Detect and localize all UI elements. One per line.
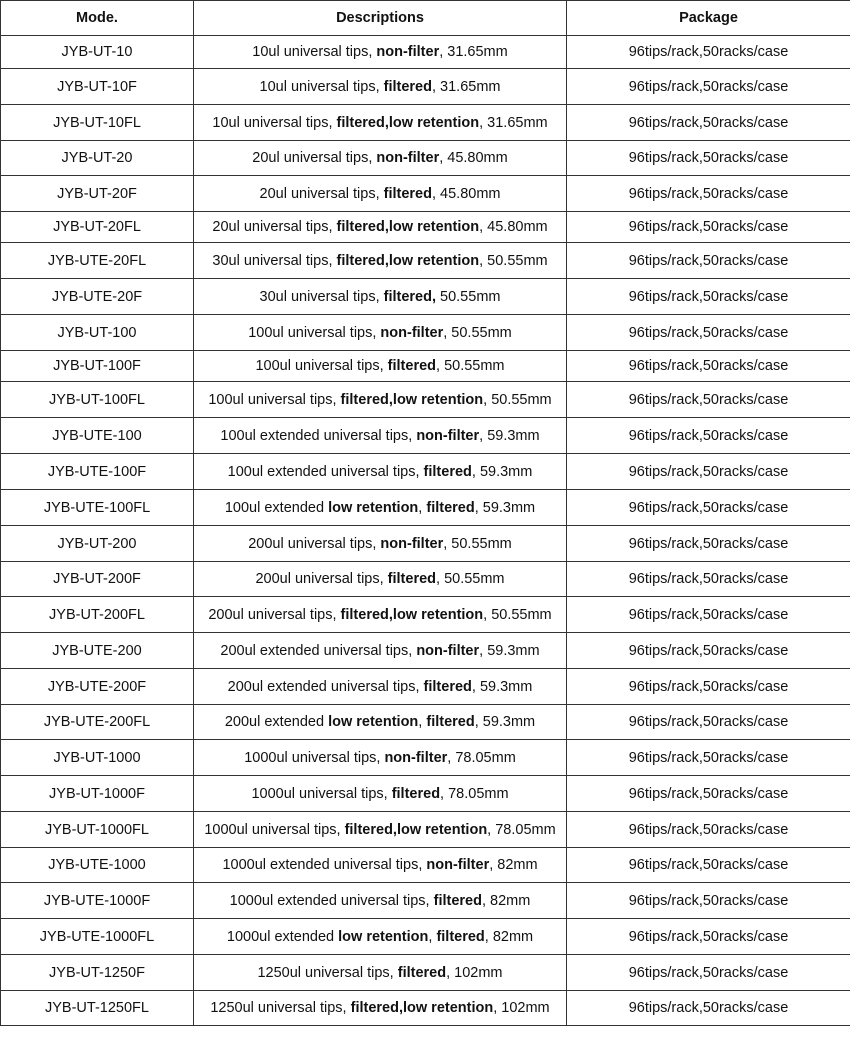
cell-package: 96tips/rack,50racks/case: [567, 212, 850, 243]
cell-model: JYB-UT-100: [1, 315, 194, 351]
header-package: Package: [567, 1, 850, 36]
description-emphasis: non-filter: [376, 44, 440, 60]
description-text: , 82mm: [489, 857, 538, 873]
description-text: 10ul universal tips,: [252, 44, 377, 60]
cell-package: 96tips/rack,50racks/case: [567, 812, 850, 848]
description-emphasis: filtered: [387, 571, 437, 587]
description-emphasis: low retention: [338, 928, 429, 945]
cell-description: [194, 36, 567, 69]
cell-description: [194, 597, 567, 633]
table-row: [1, 351, 850, 382]
description-text: 100ul extended: [224, 499, 329, 516]
description-text: 30ul universal tips,: [212, 252, 337, 269]
table-row: [1, 597, 850, 633]
description-text: , 45.80mm: [479, 219, 548, 235]
table-row: [1, 776, 850, 812]
description-text: , 50.55mm: [436, 358, 505, 374]
table-row: [1, 526, 850, 562]
description-emphasis: filtered,low retention: [336, 114, 480, 131]
cell-model: JYB-UTE-20F: [1, 279, 194, 315]
cell-model: JYB-UT-10FL: [1, 105, 194, 141]
description-emphasis: filtered: [387, 358, 437, 374]
cell-description: [194, 991, 567, 1026]
description-emphasis: low retention: [328, 714, 419, 730]
cell-package: 96tips/rack,50racks/case: [567, 526, 850, 562]
description-text: 30ul universal tips,: [259, 288, 384, 305]
cell-package: 96tips/rack,50racks/case: [567, 243, 850, 279]
cell-model: JYB-UTE-200: [1, 633, 194, 669]
cell-package: 96tips/rack,50racks/case: [567, 776, 850, 812]
cell-description: [194, 669, 567, 705]
cell-package: 96tips/rack,50racks/case: [567, 848, 850, 883]
description-text: , 50.55mm: [436, 571, 505, 587]
description-text: 20ul universal tips,: [212, 219, 337, 235]
cell-description: [194, 705, 567, 740]
cell-description: [194, 490, 567, 526]
description-text: 200ul universal tips,: [248, 535, 381, 552]
description-emphasis: filtered: [426, 499, 475, 516]
table-row: [1, 633, 850, 669]
table-row: [1, 883, 850, 919]
cell-description: [194, 243, 567, 279]
cell-description: [194, 562, 567, 597]
description-emphasis: filtered: [423, 463, 472, 480]
cell-package: 96tips/rack,50racks/case: [567, 740, 850, 776]
description-text: ,: [418, 714, 427, 730]
table-row: [1, 418, 850, 454]
cell-model: JYB-UT-20: [1, 141, 194, 176]
cell-package: 96tips/rack,50racks/case: [567, 705, 850, 740]
table-row: [1, 705, 850, 740]
cell-model: JYB-UTE-20FL: [1, 243, 194, 279]
cell-description: [194, 105, 567, 141]
cell-model: JYB-UT-10F: [1, 69, 194, 105]
cell-model: JYB-UTE-1000FL: [1, 919, 194, 955]
cell-description: [194, 883, 567, 919]
cell-model: JYB-UTE-100FL: [1, 490, 194, 526]
description-text: 200ul universal tips,: [208, 606, 341, 623]
description-text: 100ul extended universal tips,: [227, 463, 424, 480]
cell-package: 96tips/rack,50racks/case: [567, 382, 850, 418]
description-emphasis: filtered,: [383, 288, 436, 305]
description-emphasis: filtered: [433, 892, 482, 909]
cell-description: [194, 176, 567, 212]
cell-description: [194, 919, 567, 955]
description-text: , 102mm: [446, 964, 503, 981]
cell-package: 96tips/rack,50racks/case: [567, 279, 850, 315]
table-row: [1, 812, 850, 848]
table-row: [1, 955, 850, 991]
cell-model: JYB-UT-200F: [1, 562, 194, 597]
cell-package: 96tips/rack,50racks/case: [567, 490, 850, 526]
cell-package: 96tips/rack,50racks/case: [567, 105, 850, 141]
cell-package: 96tips/rack,50racks/case: [567, 991, 850, 1026]
table-row: [1, 105, 850, 141]
description-emphasis: filtered: [383, 78, 432, 95]
description-text: , 45.80mm: [431, 185, 501, 202]
cell-description: [194, 740, 567, 776]
description-emphasis: non-filter: [426, 857, 490, 873]
cell-description: [194, 526, 567, 562]
description-text: 100ul extended universal tips,: [220, 427, 417, 444]
cell-model: JYB-UTE-100F: [1, 454, 194, 490]
cell-description: [194, 279, 567, 315]
cell-package: 96tips/rack,50racks/case: [567, 562, 850, 597]
cell-description: [194, 955, 567, 991]
cell-description: [194, 848, 567, 883]
cell-package: 96tips/rack,50racks/case: [567, 69, 850, 105]
description-text: , 50.55mm: [443, 324, 512, 341]
cell-description: [194, 69, 567, 105]
description-emphasis: filtered: [426, 714, 475, 730]
description-text: , 78.05mm: [440, 785, 509, 802]
cell-model: JYB-UTE-200F: [1, 669, 194, 705]
description-emphasis: non-filter: [416, 642, 480, 659]
description-text: 1000ul extended: [226, 928, 339, 945]
cell-package: 96tips/rack,50racks/case: [567, 351, 850, 382]
cell-model: JYB-UT-100F: [1, 351, 194, 382]
description-emphasis: filtered,low retention: [340, 606, 484, 623]
cell-package: 96tips/rack,50racks/case: [567, 597, 850, 633]
cell-model: JYB-UT-20F: [1, 176, 194, 212]
cell-description: [194, 141, 567, 176]
cell-package: 96tips/rack,50racks/case: [567, 883, 850, 919]
description-text: 200ul extended: [224, 714, 329, 730]
description-emphasis: filtered: [391, 785, 441, 802]
cell-package: 96tips/rack,50racks/case: [567, 418, 850, 454]
description-text: 1250ul universal tips,: [257, 964, 398, 981]
table-row: [1, 243, 850, 279]
description-emphasis: low retention: [328, 499, 419, 516]
cell-package: 96tips/rack,50racks/case: [567, 36, 850, 69]
cell-description: [194, 315, 567, 351]
description-emphasis: filtered,low retention: [336, 252, 480, 269]
description-text: 50.55mm: [436, 288, 501, 305]
description-text: , 78.05mm: [487, 821, 556, 838]
description-text: , 59.3mm: [471, 678, 533, 695]
description-text: 100ul universal tips,: [255, 358, 388, 374]
description-text: , 50.55mm: [479, 252, 548, 269]
table-row: [1, 141, 850, 176]
description-emphasis: filtered: [423, 678, 472, 695]
description-text: , 31.65mm: [431, 78, 501, 95]
description-text: 1000ul universal tips,: [244, 749, 385, 766]
description-text: , 59.3mm: [479, 642, 540, 659]
cell-model: JYB-UTE-200FL: [1, 705, 194, 740]
cell-model: JYB-UT-200: [1, 526, 194, 562]
table-row: [1, 454, 850, 490]
description-text: 200ul extended universal tips,: [220, 642, 417, 659]
cell-model: JYB-UT-1000FL: [1, 812, 194, 848]
cell-model: JYB-UT-20FL: [1, 212, 194, 243]
cell-model: JYB-UT-100FL: [1, 382, 194, 418]
table-row: [1, 69, 850, 105]
cell-model: JYB-UT-1250FL: [1, 991, 194, 1026]
cell-package: 96tips/rack,50racks/case: [567, 315, 850, 351]
cell-model: JYB-UT-10: [1, 36, 194, 69]
description-text: , 59.3mm: [471, 463, 533, 480]
cell-description: [194, 812, 567, 848]
description-text: 10ul universal tips,: [212, 114, 337, 131]
description-text: , 78.05mm: [447, 749, 516, 766]
description-emphasis: non-filter: [376, 150, 440, 166]
table-header-row: [1, 1, 850, 36]
table-row: [1, 669, 850, 705]
description-text: 200ul universal tips,: [255, 571, 388, 587]
table-row: [1, 740, 850, 776]
description-text: ,: [418, 499, 427, 516]
cell-package: 96tips/rack,50racks/case: [567, 141, 850, 176]
table-body: [1, 36, 850, 1026]
description-text: 20ul universal tips,: [252, 150, 377, 166]
description-text: ,: [428, 928, 437, 945]
cell-description: [194, 776, 567, 812]
description-text: , 59.3mm: [474, 499, 536, 516]
description-text: , 31.65mm: [439, 44, 508, 60]
description-emphasis: filtered,low retention: [340, 391, 484, 408]
cell-model: JYB-UT-1250F: [1, 955, 194, 991]
description-emphasis: non-filter: [384, 749, 448, 766]
table-row: [1, 279, 850, 315]
description-emphasis: filtered: [383, 185, 432, 202]
description-emphasis: filtered,low retention: [336, 219, 480, 235]
description-text: , 50.55mm: [483, 606, 552, 623]
table-row: [1, 991, 850, 1026]
description-text: 1000ul universal tips,: [204, 821, 345, 838]
table-row: [1, 490, 850, 526]
description-text: 1000ul universal tips,: [251, 785, 392, 802]
cell-package: 96tips/rack,50racks/case: [567, 633, 850, 669]
cell-description: [194, 454, 567, 490]
description-text: , 82mm: [481, 892, 531, 909]
table-row: [1, 382, 850, 418]
description-emphasis: filtered,low retention: [350, 1000, 494, 1016]
cell-package: 96tips/rack,50racks/case: [567, 454, 850, 490]
description-text: 100ul universal tips,: [248, 324, 381, 341]
description-text: , 31.65mm: [479, 114, 548, 131]
cell-description: [194, 212, 567, 243]
description-emphasis: filtered: [397, 964, 447, 981]
description-text: 1000ul extended universal tips,: [222, 857, 427, 873]
description-emphasis: filtered: [436, 928, 485, 945]
table-row: [1, 36, 850, 69]
header-descriptions: Descriptions: [194, 1, 567, 36]
cell-model: JYB-UT-200FL: [1, 597, 194, 633]
description-emphasis: non-filter: [380, 324, 444, 341]
cell-package: 96tips/rack,50racks/case: [567, 669, 850, 705]
description-text: , 50.55mm: [483, 391, 552, 408]
cell-description: [194, 351, 567, 382]
cell-model: JYB-UT-1000F: [1, 776, 194, 812]
cell-package: 96tips/rack,50racks/case: [567, 176, 850, 212]
header-model: Mode.: [1, 1, 194, 36]
description-text: , 59.3mm: [474, 714, 536, 730]
description-text: 1000ul extended universal tips,: [229, 892, 434, 909]
cell-description: [194, 633, 567, 669]
description-text: 10ul universal tips,: [259, 78, 384, 95]
table-row: [1, 315, 850, 351]
description-emphasis: filtered,low retention: [344, 821, 488, 838]
table-row: [1, 212, 850, 243]
description-emphasis: non-filter: [416, 427, 480, 444]
description-text: , 82mm: [484, 928, 534, 945]
table-row: [1, 848, 850, 883]
cell-description: [194, 418, 567, 454]
cell-model: JYB-UTE-1000F: [1, 883, 194, 919]
description-emphasis: non-filter: [380, 535, 444, 552]
cell-model: JYB-UTE-100: [1, 418, 194, 454]
table-row: [1, 176, 850, 212]
table-row: [1, 562, 850, 597]
description-text: 200ul extended universal tips,: [227, 678, 424, 695]
description-text: 1250ul universal tips,: [210, 1000, 351, 1016]
description-text: 20ul universal tips,: [259, 185, 384, 202]
cell-package: 96tips/rack,50racks/case: [567, 919, 850, 955]
description-text: , 102mm: [493, 1000, 550, 1016]
description-text: , 59.3mm: [479, 427, 540, 444]
table-row: [1, 919, 850, 955]
cell-description: [194, 382, 567, 418]
cell-model: JYB-UT-1000: [1, 740, 194, 776]
cell-model: JYB-UTE-1000: [1, 848, 194, 883]
description-text: 100ul universal tips,: [208, 391, 341, 408]
cell-package: 96tips/rack,50racks/case: [567, 955, 850, 991]
description-text: , 50.55mm: [443, 535, 512, 552]
description-text: , 45.80mm: [439, 150, 508, 166]
